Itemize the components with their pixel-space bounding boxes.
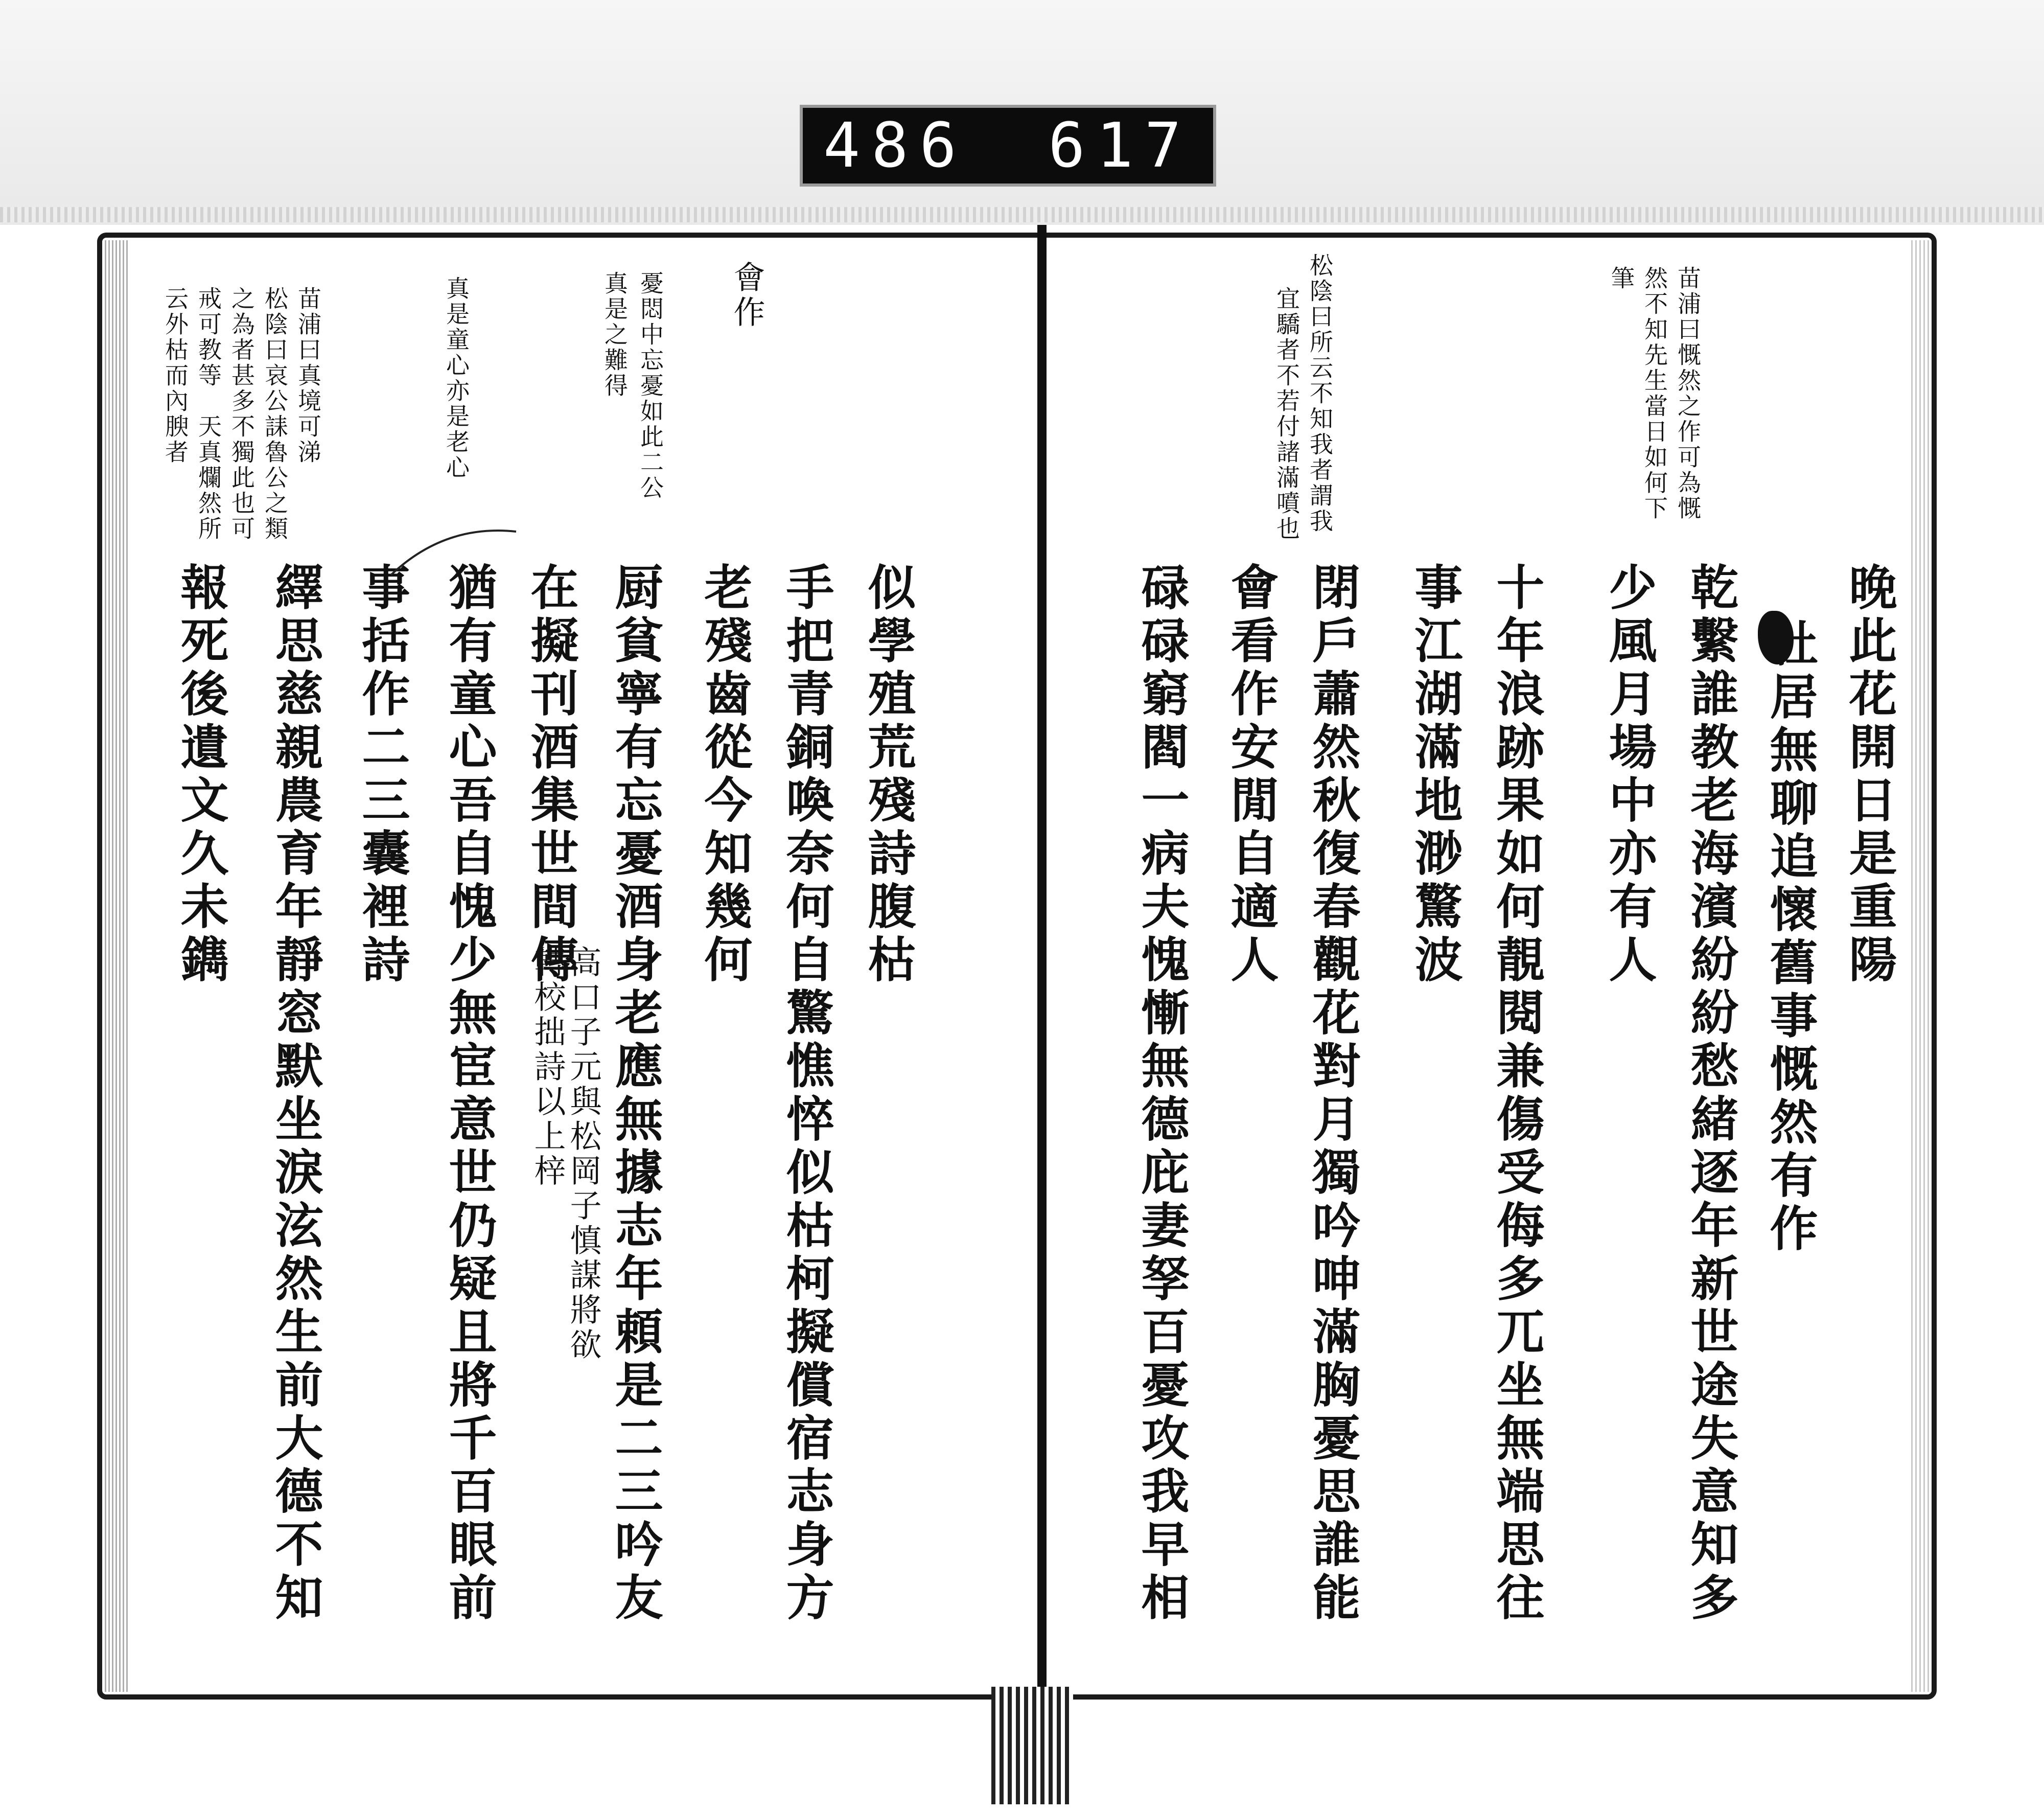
left-col-3: 老殘齒從今知幾何 [696, 562, 752, 988]
right-col-5: 十年浪跡果如何靚閱兼傷受侮多兀坐無端思往 [1488, 562, 1544, 1625]
left-col-7: 事括作二三囊裡詩 [354, 562, 410, 988]
book-spine [1037, 225, 1047, 1687]
right-col-9: 碌碌窮閻一病夫愧慚無德庇妻孥百憂攻我早相 [1133, 562, 1189, 1625]
frame-counter-right: 617 [1048, 110, 1193, 181]
right-note-5: 宜驕者不若付諸滿噴也 [1273, 286, 1300, 542]
left-col-4: 厨貧寧有忘憂酒身老應無據志年頼是二三吟友 [607, 562, 663, 1625]
right-note-2: 然不知先生當日如何下 [1641, 266, 1668, 521]
frame-counter [800, 105, 1216, 187]
right-note-4: 松陰曰所云不知我者謂我 [1306, 253, 1334, 534]
annotation-arc [388, 519, 521, 580]
left-col-2: 手把青銅喚奈何自驚憔悴似枯柯擬償宿志身方 [778, 562, 834, 1625]
left-note-corner-1: 苗浦曰真境可涕 [294, 286, 322, 465]
left-note-mid-2: 真是之難得 [601, 271, 629, 399]
left-note-corner-5: 云外枯而內腴者 [161, 286, 189, 465]
left-col-6: 猶有童心吾自愧少無宦意世仍疑且將千百眼前 [440, 562, 497, 1625]
left-col-1: 似學殖荒殘詩腹枯 [860, 562, 916, 988]
left-page-edge [105, 240, 128, 1692]
right-col-2: 杜居無聊追懷舊事慨然有作 [1761, 618, 1818, 1256]
right-note-1: 苗浦曰慨然之作可為慨 [1674, 266, 1702, 521]
right-page-edge [1911, 240, 1932, 1692]
right-col-4: 少風月場中亦有人 [1600, 562, 1657, 988]
right-col-7: 閉戶蕭然秋復春觀花對月獨吟呻滿胸憂思誰能 [1304, 562, 1360, 1625]
right-col-3: 乾繫誰教老海濱紛紛愁緒逐年新世途失意知多 [1682, 562, 1738, 1625]
left-note-mid-3: 真是童心亦是老心 [443, 276, 470, 480]
left-note-corner-3: 之為者甚多不獨此也可 [228, 286, 256, 542]
right-note-3: 筆 [1608, 266, 1635, 291]
spine-bottom [991, 1687, 1073, 1804]
left-inline-note-1: 高口子元與松岡子慎謀將欲 [565, 946, 602, 1363]
left-note-mid-1: 憂悶中忘憂如此二公 [637, 271, 664, 501]
right-col-8: 會看作安閒自適人 [1222, 562, 1279, 988]
left-inline-note-2: 轉校拙詩以上梓 [529, 946, 566, 1189]
scan-page-edge [0, 207, 2044, 222]
left-col-9: 報死後遺文久未鐫 [172, 562, 228, 988]
left-header: 會作 [728, 261, 765, 330]
left-col-8: 繹思慈親農育年靜窓默坐淚泫然生前大德不知 [267, 562, 323, 1625]
right-col-6: 事江湖滿地渺驚波 [1406, 562, 1462, 988]
left-col-5: 在擬刊酒集世間傳 [522, 562, 578, 988]
right-col-1: 晚此花開日是重陽 [1841, 562, 1897, 988]
left-note-corner-4: 戒可教等 天真爛然所 [195, 286, 222, 542]
left-note-corner-2: 松陰曰哀公誄魯公之類 [261, 286, 289, 542]
frame-counter-left: 486 [823, 110, 968, 181]
